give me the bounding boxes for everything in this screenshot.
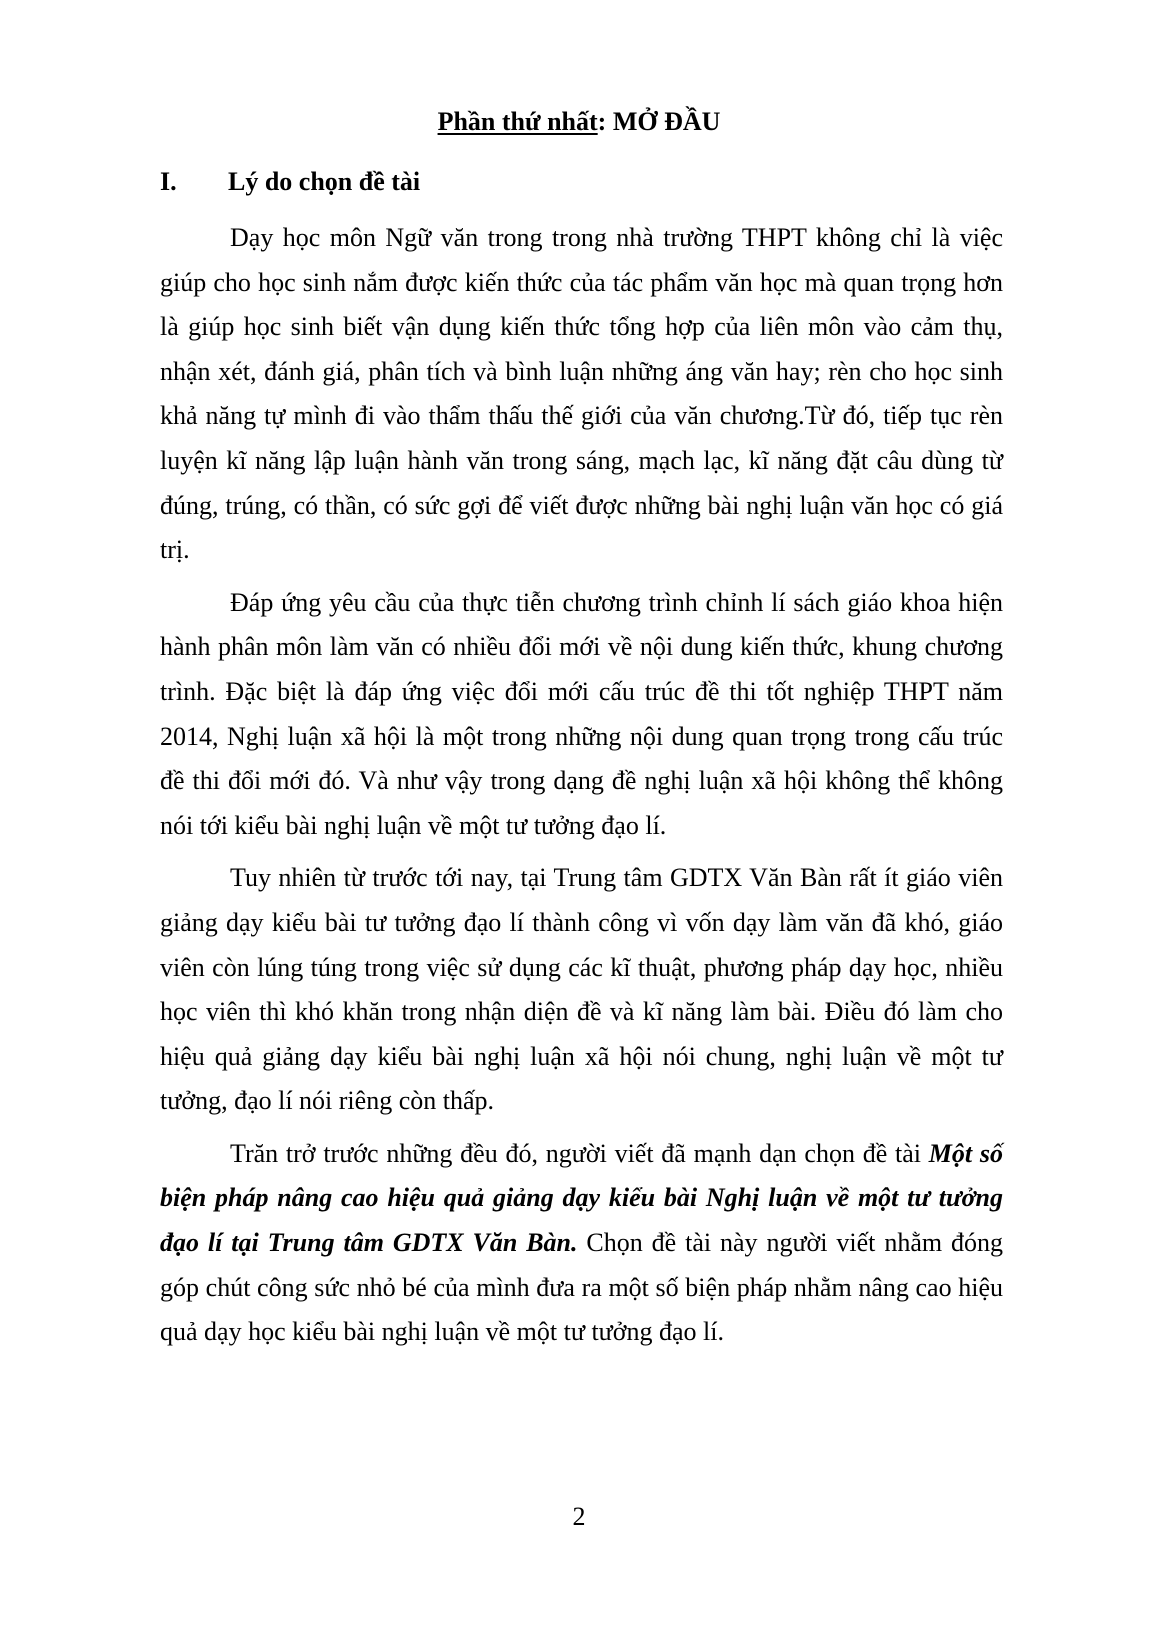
paragraph-4 (160, 1132, 1003, 1355)
paragraph-1: Dạy học môn Ngữ văn trong trong nhà trường THPT không chỉ là việc giúp cho học sinh nắm được kiến thức của tác phẩm văn học mà quan trọng hơn là giúp học sinh biết vận dụng kiến thức tổng hợp của liên môn vào cảm thụ, nhận xét, đánh giá, phân tích và bình luận những áng văn hay; rèn cho học sinh khả năng tự mình đi vào thẩm thấu thế giới của văn chương.Từ đó, tiếp tục rèn luyện kĩ năng lập luận hành văn trong sáng, mạch lạc, kĩ năng đặt câu dùng từ đúng, trúng, có thần, có sức gợi để viết được những bài nghị luận văn học có giá trị. (160, 223, 1003, 565)
paragraph-2: Đáp ứng yêu cầu của thực tiễn chương trình chỉnh lí sách giáo khoa hiện hành phân môn làm văn có nhiều đổi mới về nội dung kiến thức, khung chương trình. Đặc biệt là đáp ứng việc đổi mới cấu trúc đề thi tốt nghiệp THPT năm 2014, Nghị luận xã hội là một trong những nội dung quan trọng trong cấu trúc đề thi đổi mới đó. Và như vậy trong dạng đề nghị luận xã hội không thể không nói tới kiểu bài nghị luận về một tư tưởng đạo lí. (160, 587, 1003, 840)
part-heading-title: : MỞ ĐẦU (597, 107, 721, 136)
part-heading-label: Phần thứ nhất (437, 107, 598, 136)
topic-title: Một số biện pháp nâng cao hiệu quả giảng dạy kiểu bài Nghị luận về một tư tưởng đạo lí tại Trung tâm GDTX Văn Bàn. (160, 1138, 1003, 1258)
part-heading (0, 104, 1158, 140)
section-title: Lý do chọn đề tài (228, 167, 421, 196)
body-text (160, 216, 1003, 1363)
page-number: 2 (572, 1502, 586, 1531)
paragraph-3: Tuy nhiên từ trước tới nay, tại Trung tâm GDTX Văn Bàn rất ít giáo viên giảng dạy kiểu bài tư tưởng đạo lí thành công vì vốn dạy làm văn đã khó, giáo viên còn lúng túng trong việc sử dụng các kĩ thuật, phương pháp dạy học, nhiều học viên thì khó khăn trong nhận diện đề và kĩ năng làm bài. Điều đó làm cho hiệu quả giảng dạy kiểu bài nghị luận xã hội nói chung, nghị luận về một tư tưởng, đạo lí nói riêng còn thấp. (160, 863, 1003, 1116)
paragraph-4-intro: Trăn trở trước những đều đó, người viết đã mạnh dạn chọn đề tài (230, 1138, 929, 1168)
section-heading (160, 164, 420, 200)
paragraph-4-rest: Chọn đề tài này người viết nhằm đóng góp chút công sức nhỏ bé của mình đưa ra một số biện pháp nhằm nâng cao hiệu quả dạy học kiểu bài nghị luận về một tư tưởng đạo lí. (160, 1228, 1003, 1347)
section-number: I. (160, 167, 177, 196)
